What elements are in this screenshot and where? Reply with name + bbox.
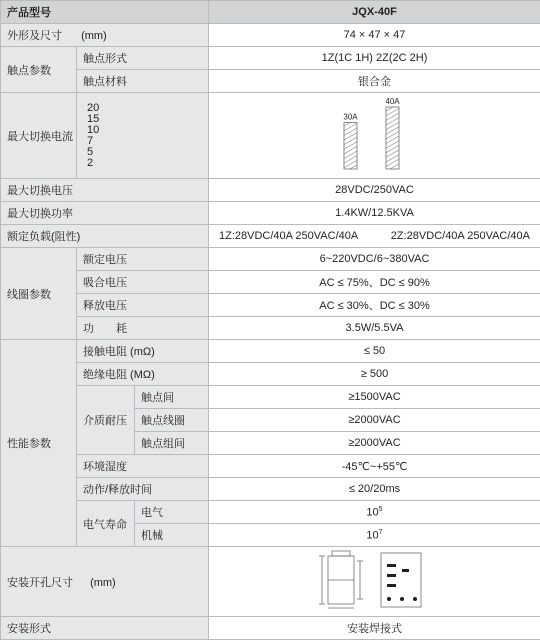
contact-form-value: 1Z(1C 1H) 2Z(2C 2H): [209, 47, 540, 70]
tick-label: 2: [87, 158, 202, 169]
max-voltage-value: 28VDC/250VAC: [209, 179, 540, 202]
max-current-ticks: [77, 93, 209, 179]
max-voltage-row: [1, 179, 540, 202]
mounting-hole-row: [1, 547, 540, 617]
max-power-value: 1.4KW/12.5KVA: [209, 202, 540, 225]
coil-pickup-voltage-value: AC ≤ 75%、DC ≤ 90%: [209, 271, 540, 294]
humidity-label: 环境湿度: [77, 455, 209, 478]
insulation-value: ≥ 500: [209, 363, 540, 386]
rated-load-1z: 1Z:28VDC/40A 250VAC/40A: [219, 230, 358, 242]
performance-row: [1, 340, 540, 363]
rated-load-values: [209, 225, 540, 248]
mechanical-life-label: 机械: [135, 524, 209, 547]
current-bar-label: 30A: [343, 113, 358, 122]
mounting-type-value: 安装焊接式: [209, 617, 540, 640]
terminal-pin: [400, 597, 404, 601]
tick-label: 15: [87, 114, 202, 125]
mounting-type-row: [1, 617, 540, 640]
current-bar: [344, 123, 357, 170]
model-value: JQX-40F: [209, 1, 540, 24]
size-label: 外形及尺寸: [7, 30, 62, 42]
contacts-group-label: 触点参数: [1, 47, 77, 93]
life-label: 电气寿命: [77, 501, 135, 547]
dielectric-contact-coil-label: 触点线圈: [135, 409, 209, 432]
mounting-type-label: 安装形式: [1, 617, 209, 640]
header-row: [1, 1, 540, 24]
performance-row: [1, 363, 540, 386]
action-time-label: 动作/释放时间: [77, 478, 209, 501]
performance-row: [1, 386, 540, 409]
electrical-life-label: 电气: [135, 501, 209, 524]
current-bar-label: 40A: [385, 97, 400, 106]
performance-row: [1, 455, 540, 478]
terminal-pin: [413, 597, 417, 601]
coil-power-value: 3.5W/5.5VA: [209, 317, 540, 340]
contact-material-label: 触点材料: [77, 70, 209, 93]
size-unit: (mm): [81, 30, 107, 42]
mounting-drawing-cell: [209, 547, 540, 617]
coil-power-label: 功 耗: [77, 317, 209, 340]
current-bar-chart: [209, 93, 539, 175]
max-voltage-label: 最大切换电压: [1, 179, 209, 202]
performance-row: [1, 478, 540, 501]
contact-form-row: [1, 47, 540, 70]
coil-row: [1, 317, 540, 340]
max-power-row: [1, 202, 540, 225]
size-value: 74 × 47 × 47: [209, 24, 540, 47]
coil-row: [1, 248, 540, 271]
tick-label: 7: [87, 136, 202, 147]
coil-release-voltage-label: 释放电压: [77, 294, 209, 317]
max-current-label: 最大切换电流: [1, 93, 77, 179]
coil-release-voltage-value: AC ≤ 30%、DC ≤ 30%: [209, 294, 540, 317]
electrical-life-value: $10^5$: [209, 501, 540, 524]
performance-row: [1, 501, 540, 524]
current-bar: [386, 107, 399, 169]
dielectric-label: 介质耐压: [77, 386, 135, 455]
contact-form-label: 触点形式: [77, 47, 209, 70]
insulation-label: 绝缘电阻 (MΩ): [77, 363, 209, 386]
terminal-hole: [387, 584, 396, 587]
tick-label: 20: [87, 103, 202, 114]
coil-row: [1, 271, 540, 294]
coil-rated-voltage-label: 额定电压: [77, 248, 209, 271]
dielectric-groups-label: 触点组间: [135, 432, 209, 455]
model-label: 产品型号: [1, 1, 209, 24]
performance-group-label: 性能参数: [1, 340, 77, 547]
max-current-chart-cell: [209, 93, 540, 179]
terminal-pin: [387, 597, 391, 601]
coil-group-label: 线圈参数: [1, 248, 77, 340]
max-current-row: [1, 93, 540, 179]
terminal-hole: [402, 569, 409, 572]
size-label-cell: [1, 24, 209, 47]
humidity-value: -45℃~+55℃: [209, 455, 540, 478]
contact-resistance-label: 接触电阻 (mΩ): [77, 340, 209, 363]
terminal-hole: [387, 574, 396, 577]
coil-row: [1, 294, 540, 317]
contact-material-value: 银合金: [209, 70, 540, 93]
mounting-drawing: [209, 547, 539, 613]
action-time-value: ≤ 20/20ms: [209, 478, 540, 501]
rated-load-label: 额定负载(阻性): [1, 225, 209, 248]
coil-rated-voltage-value: 6~220VDC/6~380VAC: [209, 248, 540, 271]
max-power-label: 最大切换功率: [1, 202, 209, 225]
dielectric-groups-value: ≥2000VAC: [209, 432, 540, 455]
rated-load-row: [1, 225, 540, 248]
relay-top-outline: [332, 551, 350, 556]
mounting-hole-unit: (mm): [90, 577, 116, 589]
terminal-hole: [387, 564, 396, 567]
contact-material-row: [1, 70, 540, 93]
contact-resistance-value: ≤ 50: [209, 340, 540, 363]
size-row: [1, 24, 540, 47]
mounting-hole-label-cell: [1, 547, 209, 617]
tick-label: 5: [87, 147, 202, 158]
tick-label: 10: [87, 125, 202, 136]
mounting-hole-label: 安装开孔尺寸: [7, 577, 73, 589]
dielectric-contacts-label: 触点间: [135, 386, 209, 409]
dielectric-contacts-value: ≥1500VAC: [209, 386, 540, 409]
rated-load-2z: 2Z:28VDC/40A 250VAC/40A: [391, 230, 530, 242]
mechanical-life-value: $10^7$: [209, 524, 540, 547]
dielectric-contact-coil-value: ≥2000VAC: [209, 409, 540, 432]
coil-pickup-voltage-label: 吸合电压: [77, 271, 209, 294]
